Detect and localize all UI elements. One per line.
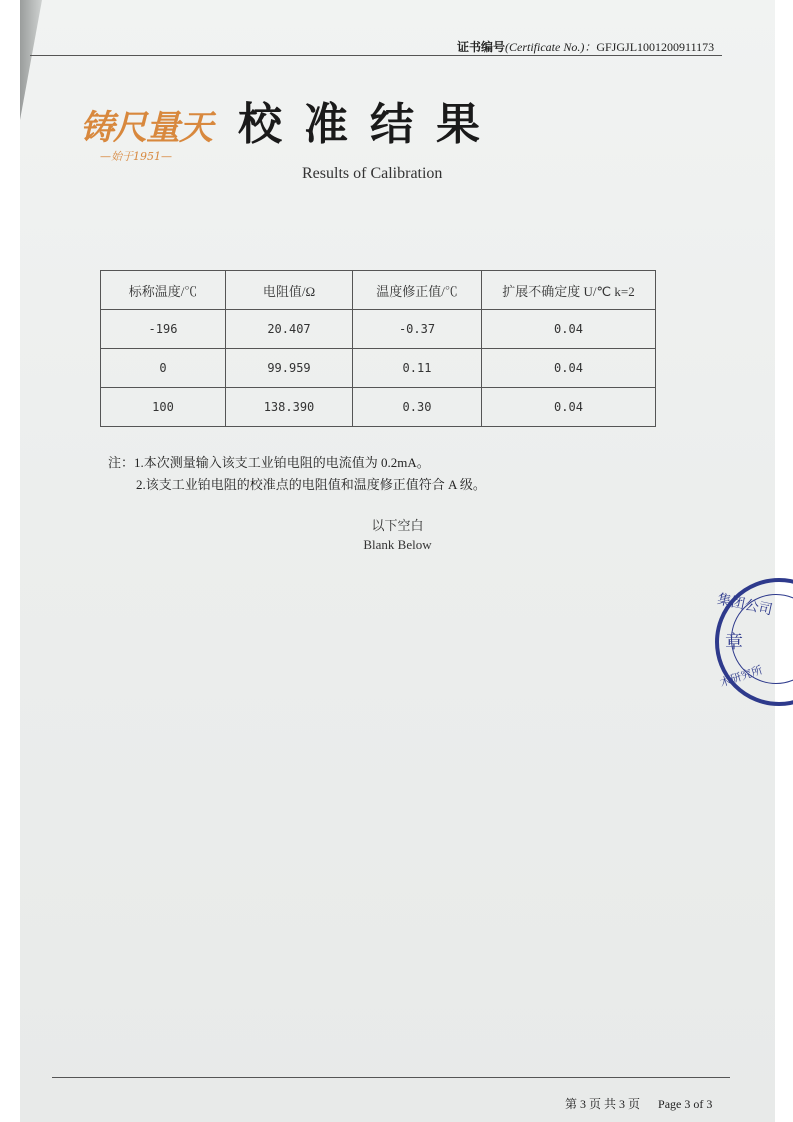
column-header: 标称温度/℃ xyxy=(101,271,226,310)
brand-logo: 铸尺量天 xyxy=(80,108,212,148)
table-cell: -196 xyxy=(101,310,226,349)
brand-logo-subtitle: —始于1951— xyxy=(100,150,172,163)
column-header: 电阻值/Ω xyxy=(226,271,353,310)
cert-number: GFJGJL1001200911173 xyxy=(596,40,715,54)
column-header: 温度修正值/℃ xyxy=(353,271,482,310)
note-line-2: 2.该支工业铂电阻的校准点的电阻值和温度修正值符合 A 级。 xyxy=(136,477,486,492)
official-seal xyxy=(715,578,793,706)
table-cell: 138.390 xyxy=(226,388,353,427)
page-title-en: Results of Calibration xyxy=(302,165,443,182)
table-header-row xyxy=(101,271,656,310)
table-cell: 0.30 xyxy=(353,388,482,427)
table-cell: 0.11 xyxy=(353,349,482,388)
blank-below-cn: 以下空白 xyxy=(371,518,424,533)
table-row xyxy=(101,349,656,388)
table-cell: 99.959 xyxy=(226,349,353,388)
bottom-rule xyxy=(52,1077,730,1078)
column-header: 扩展不确定度 U/℃ k=2 xyxy=(482,271,656,310)
calibration-table xyxy=(100,270,656,427)
certificate-number-line xyxy=(457,38,714,55)
table-cell: 0.04 xyxy=(482,310,656,349)
seal-text-bottom: 术研究所 xyxy=(718,663,765,690)
cert-label: 证书编号 xyxy=(457,40,506,54)
table-cell: 0.04 xyxy=(482,388,656,427)
note-line-1: 注：1.本次测量输入该支工业铂电阻的电流值为 0.2mA。 xyxy=(108,455,430,470)
table-cell: -0.37 xyxy=(353,310,482,349)
page-number-en: Page 3 of 3 xyxy=(658,1097,713,1111)
table-cell: 20.407 xyxy=(226,310,353,349)
table-row xyxy=(101,310,656,349)
table-cell: 100 xyxy=(101,388,226,427)
notes-block xyxy=(108,452,486,496)
table-cell: 0.04 xyxy=(482,349,656,388)
cert-label-en: (Certificate No.)： xyxy=(505,40,597,54)
seal-text-center: 章 xyxy=(725,632,743,653)
page-title: 校准结果 xyxy=(238,99,502,150)
top-rule xyxy=(30,55,722,56)
table-row xyxy=(101,388,656,427)
page-number-cn: 第 3 页 共 3 页 xyxy=(565,1097,641,1111)
blank-below-en: Blank Below xyxy=(363,537,432,552)
table-cell: 0 xyxy=(101,349,226,388)
page-footer xyxy=(565,1095,712,1112)
seal-text-top: 集团公司 xyxy=(715,591,774,619)
